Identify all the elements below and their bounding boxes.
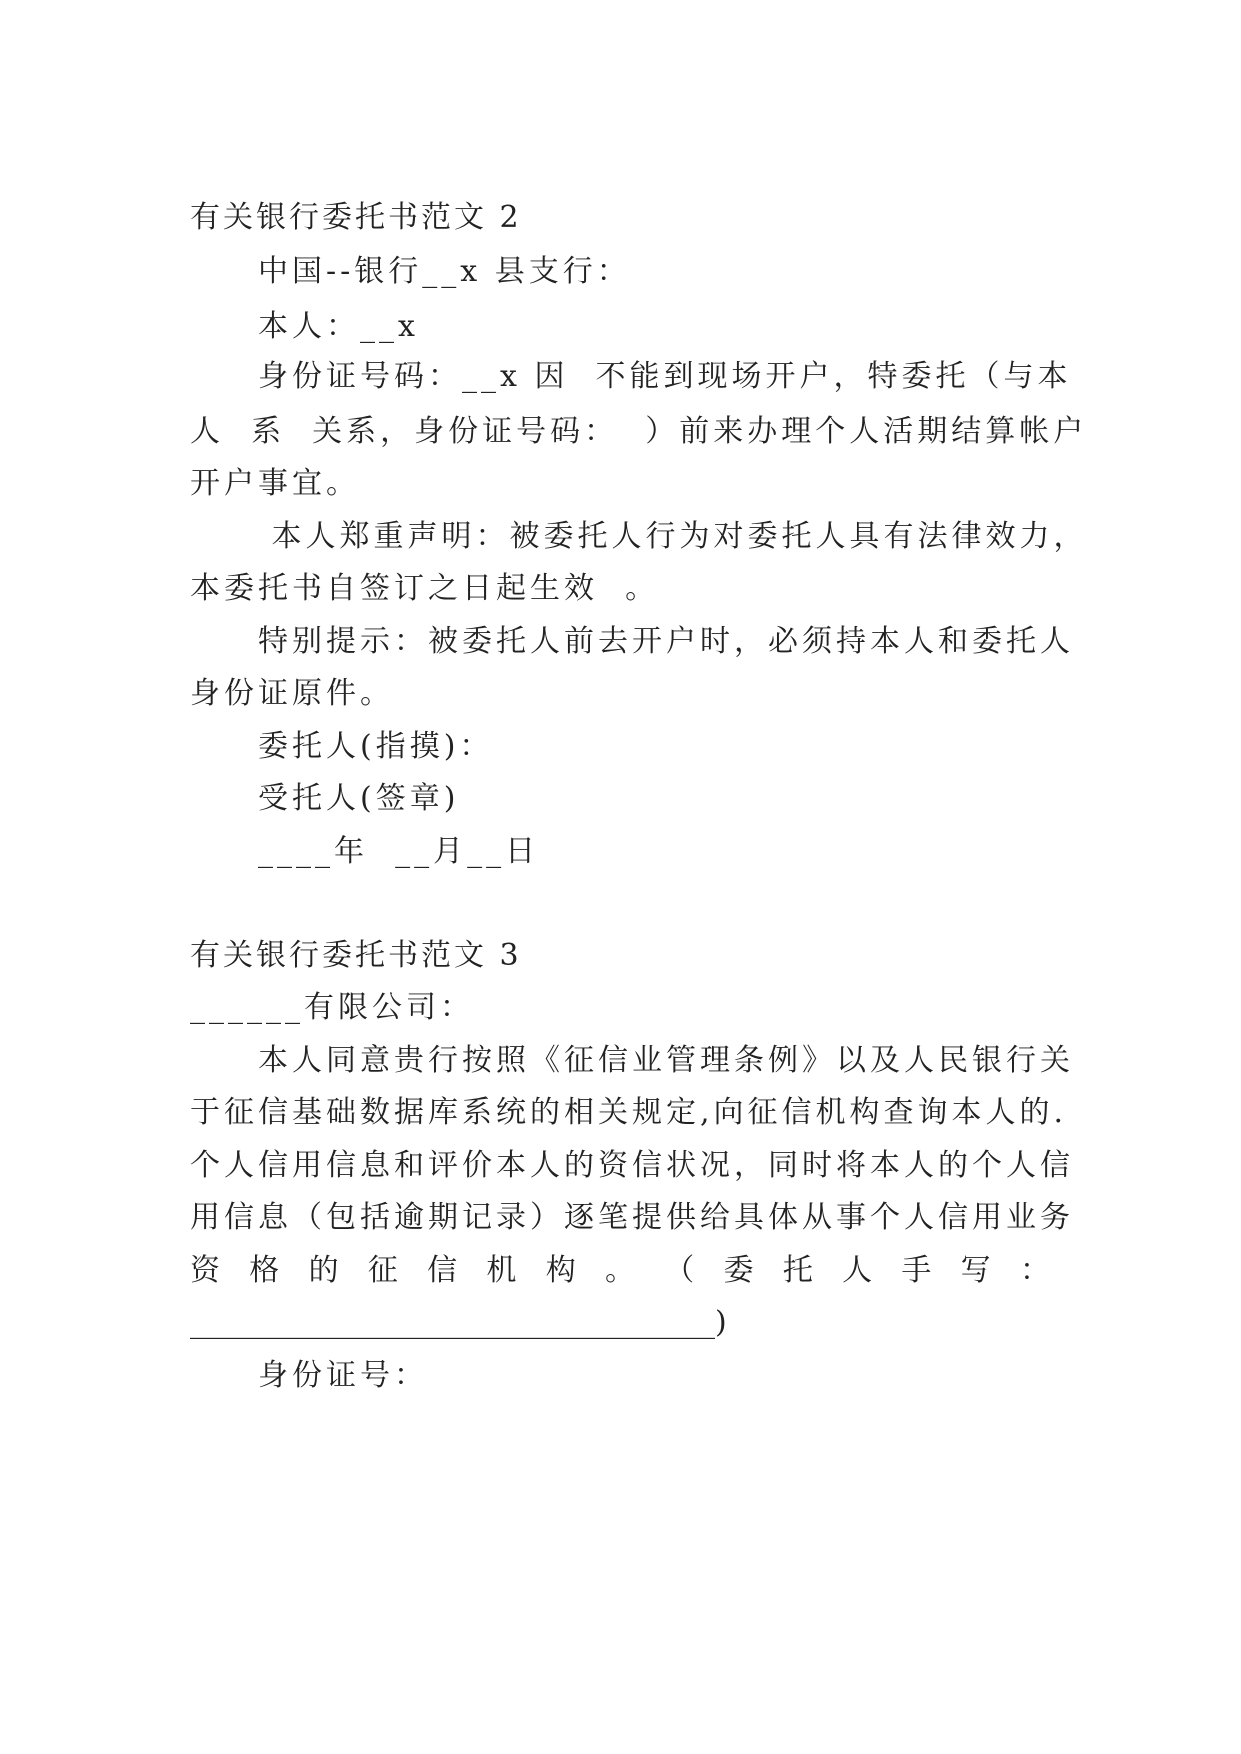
section3-body-line-5 xyxy=(190,1253,1050,1289)
body-line-5-char: ： xyxy=(1019,1253,1050,1288)
body-line-5-char: 格 xyxy=(249,1253,280,1288)
body-line-5-char: 手 xyxy=(901,1253,932,1288)
body-line-5-char: 的 xyxy=(308,1253,339,1288)
section2-id-line-1: 身份证号码：__x 因 不能到现场开户，特委托（与本 xyxy=(258,359,1072,394)
section3-title: 有关银行委托书范文 3 xyxy=(190,938,522,973)
body-line-5-char: 委 xyxy=(723,1253,754,1288)
section2-notice-line-2: 身份证原件。 xyxy=(190,676,394,711)
section3-body-line-3: 个人信用信息和评价本人的资信状况，同时将本人的个人信 xyxy=(190,1148,1074,1183)
body-line-5-char: 机 xyxy=(486,1253,517,1288)
section3-body-line-1: 本人同意贵行按照《征信业管理条例》以及人民银行关 xyxy=(258,1043,1074,1078)
body-line-5-char: 托 xyxy=(782,1253,813,1288)
section2-id-line-3: 开户事宜。 xyxy=(190,466,360,501)
body-line-5-char: 构 xyxy=(545,1253,576,1288)
section2-title: 有关银行委托书范文 2 xyxy=(190,200,522,235)
section2-date: ____年 __月__日 xyxy=(258,834,540,869)
body-line-5-char: 写 xyxy=(960,1253,991,1288)
section2-addressee: 中国--银行__x 县支行： xyxy=(258,254,631,289)
section3-id-number: 身份证号： xyxy=(258,1358,428,1393)
section3-body-line-4: 用信息（包括逾期记录）逐笔提供给具体从事个人信用业务 xyxy=(190,1200,1074,1235)
section3-body-line-2: 于征信基础数据库系统的相关规定,向征信机构查询本人的. xyxy=(190,1095,1068,1130)
body-line-5-char: 资 xyxy=(190,1253,220,1288)
body-line-5-char: 征 xyxy=(367,1253,398,1288)
section2-agent: 受托人(签章) xyxy=(258,781,460,816)
section2-declare-line-1: 本人郑重声明：被委托人行为对委托人具有法律效力， xyxy=(258,519,1088,554)
section2-notice-line-1: 特别提示：被委托人前去开户时，必须持本人和委托人 xyxy=(258,624,1074,659)
section3-signature-line: ___________________________________) xyxy=(190,1305,727,1340)
section2-principal: 委托人(指摸)： xyxy=(258,729,494,764)
body-line-5-char: 人 xyxy=(842,1253,873,1288)
section2-self: 本人：__x xyxy=(258,309,419,344)
body-line-5-char: 信 xyxy=(427,1253,458,1288)
body-line-5-char: 。 xyxy=(604,1253,635,1288)
section2-id-line-2: 人 系 关系，身份证号码： ）前来办理个人活期结算帐户 xyxy=(190,414,1088,449)
section3-addressee: ______有限公司： xyxy=(190,990,474,1025)
body-line-5-char: （ xyxy=(664,1253,695,1288)
section2-declare-line-2: 本委托书自签订之日起生效 。 xyxy=(190,571,660,606)
